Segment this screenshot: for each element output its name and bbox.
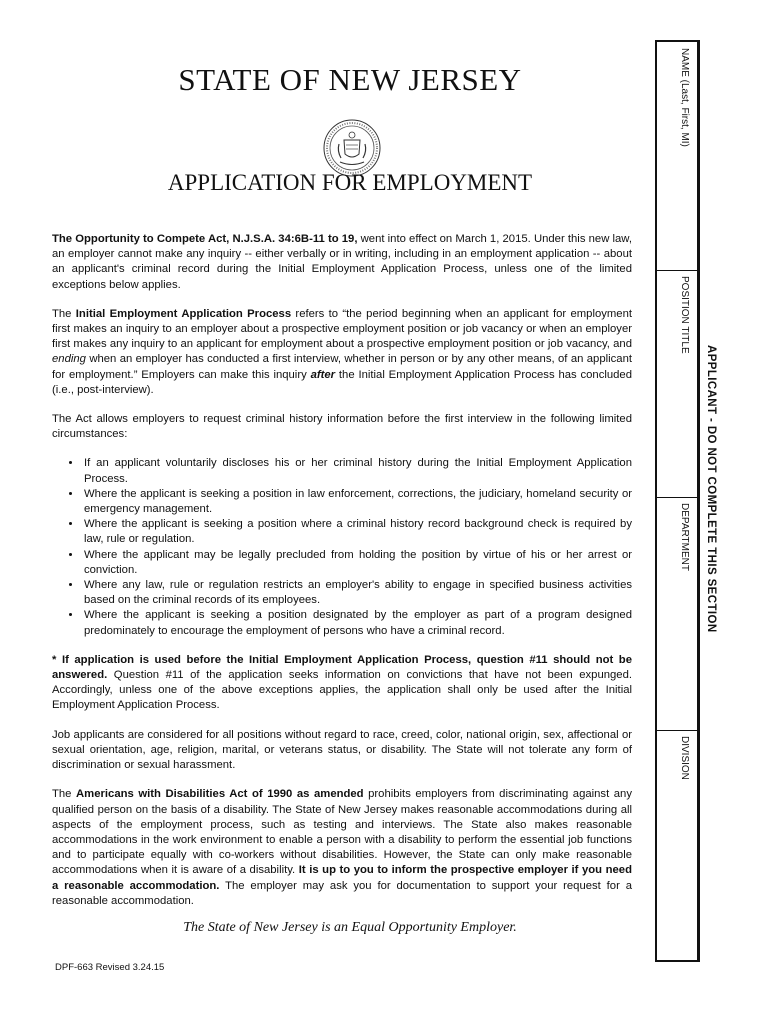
exceptions-list [52, 456, 632, 638]
list-item: • If an applicant voluntarily discloses his or her criminal history during the Initial Employment Application Process. [82, 456, 632, 486]
department-label: DEPARTMENT [679, 503, 690, 571]
list-item: • Where the applicant is seeking a position in law enforcement, corrections, the judiciary, homeland security or emergency management. [82, 487, 632, 517]
intro-paragraph: The Opportunity to Compete Act, N.J.S.A. 34:6B-11 to 19, went into effect on March 1, 2015. Under this new law, an employer cannot make any inquiry -- either verbally or in writing, including in an employment application -- about an applicant's criminal record during the Initial Employment Application Process, unless one of the limited exceptions below applies. [52, 233, 632, 291]
name-field-label: NAME (Last, First, MI) [679, 48, 690, 147]
division-label: DIVISION [679, 736, 690, 780]
list-item: • Where the applicant may be legally precluded from holding the position by virtue of his or her arrest or conviction. [82, 548, 632, 578]
document-title: STATE OF NEW JERSEY [178, 62, 522, 97]
process-paragraph: The Initial Employment Application Process refers to “the period beginning when an applicant for employment first makes an inquiry to an employer about a prospective employment position or job vacancy or when an employer first makes any inquiry to an applicant for employment about a prospective employment position or job vacancy, and ending when an employer has conducted a first interview, whether in person or by any other means, of an applicant for employment.” Employers can make this inquiry after the Initial Employment Application Process has concluded (i.e., post-interview). [52, 307, 633, 396]
document-subtitle: APPLICATION FOR EMPLOYMENT [167, 170, 533, 195]
equal-opportunity-paragraph: Job applicants are considered for all positions without regard to race, creed, color, national origin, sex, affectional or sexual orientation, age, religion, marital, or veterans status, or disability. The State will not tolerate any form of discrimination or sexual harassment. [52, 728, 632, 772]
applicant-warning: APPLICANT - DO NOT COMPLETE THIS SECTION [705, 345, 717, 633]
act-name: The Opportunity to Compete Act, N.J.S.A. 34:6B-11 to 19, [52, 233, 358, 245]
note-paragraph: * If application is used before the Initial Employment Application Process, question #11 should not be answered. Question #11 of the application seeks information on convictions that have not been expunged. Accordingly, unless one of the above exceptions applies, the application shall only be used after the Initial Employment Application Process. [52, 653, 632, 712]
form-code: DPF-663 Revised 3.24.15 [55, 962, 165, 973]
list-item: • Where any law, rule or regulation restricts an employer's ability to engage in specified business activities based on the criminal records of its employees. [82, 578, 632, 608]
divider [657, 497, 697, 498]
divider [657, 270, 697, 271]
position-title-label: POSITION TITLE [679, 276, 690, 354]
document-body [52, 232, 632, 923]
equal-opportunity-statement: The State of New Jersey is an Equal Opportunity Employer. [183, 920, 517, 935]
state-seal-icon [322, 118, 382, 178]
ada-paragraph: The Americans with Disabilities Act of 1990 as amended prohibits employers from discriminating against any qualified person on the basis of a disability. The State of New Jersey makes reasonable accommodations during all aspects of the employment process, such as testing and interviews. The State also makes reasonable accommodations in the work environment to enable a person with a disability to perform the essential job functions and to participate equally with co-workers without disabilities. However, the State can only make reasonable accommodations when it is aware of a disability. It is up to you to inform the prospective employer if you need a reasonable accommodation. The employer may ask you for documentation to support your request for a reasonable accommodation. [52, 788, 632, 907]
list-item: • Where the applicant is seeking a position where a criminal history record background check is required by law, rule or regulation. [82, 517, 632, 547]
applicant-info-panel [655, 40, 700, 962]
list-item: • Where the applicant is seeking a position designated by the employer as part of a program designed predominately to encourage the employment of persons who have a criminal record. [82, 608, 632, 638]
allows-paragraph: The Act allows employers to request criminal history information before the first interview in the following limited circumstances: [52, 413, 632, 441]
divider [657, 730, 697, 731]
